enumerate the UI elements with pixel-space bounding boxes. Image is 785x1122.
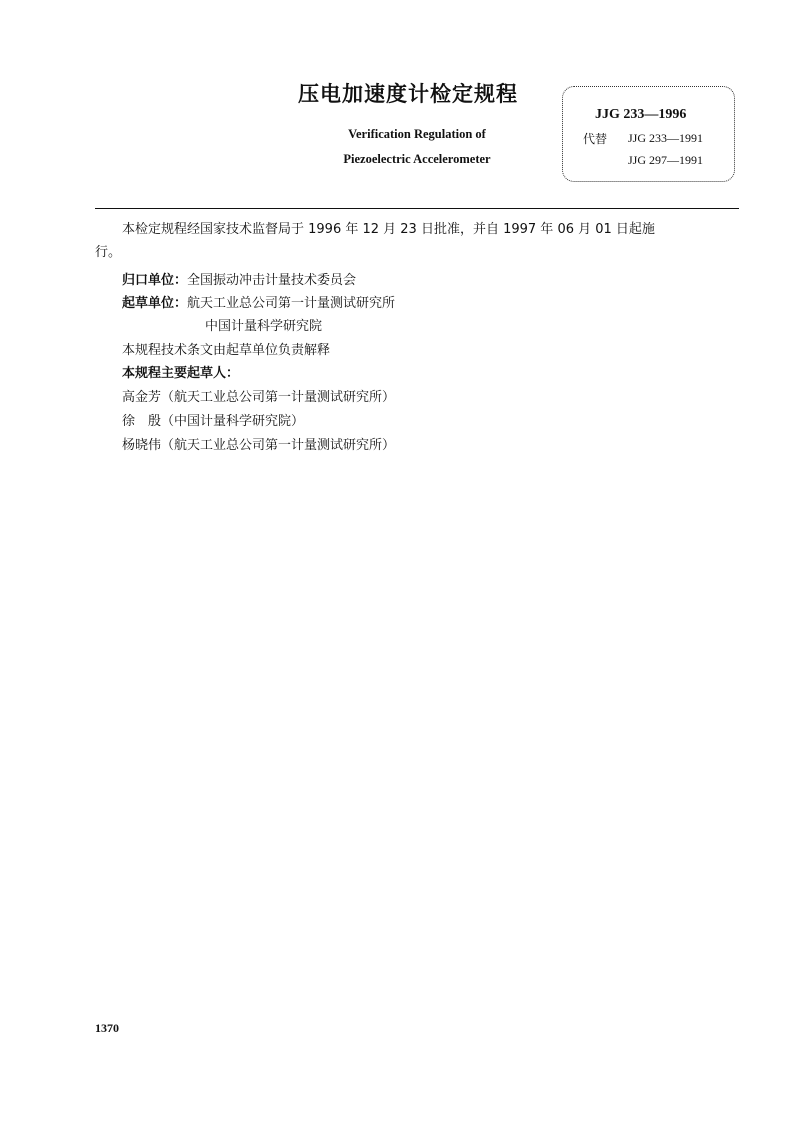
approval-text-line2: 行。 [95,245,122,260]
drafting-unit-row [122,295,395,312]
drafting-unit-value-2: 中国计量科学研究院 [205,319,323,334]
document-title-chinese: 压电加速度计检定规程 [298,82,518,106]
document-title-english-line1: Verification Regulation of [348,127,486,141]
replaced-code: JJG 297—1991 [628,153,704,167]
responsible-unit-row [122,272,356,289]
replaces-label: 代替 [583,132,608,146]
drafter-item: 杨晓伟（航天工业总公司第一计量测试研究所） [122,438,396,453]
drafter-item: 高金芳（航天工业总公司第一计量测试研究所） [122,390,396,405]
interpretation-text: 本规程技术条文由起草单位负责解释 [122,343,331,358]
replaced-code: JJG 233—1991 [628,131,704,145]
drafting-unit-value: 航天工业总公司第一计量测试研究所 [187,296,396,311]
document-title-english-line2: Piezoelectric Accelerometer [343,152,491,166]
drafters-label: 本规程主要起草人： [122,366,240,381]
drafting-unit-label: 起草单位： [122,296,188,311]
header-divider [95,208,739,209]
approval-text-line1: 本检定规程经国家技术监督局于 1996 年 12 月 23 日批准，并自 1997 年 06 月 01 日起施 [122,222,655,237]
responsible-unit-value: 全国振动冲击计量技术委员会 [187,273,357,288]
drafter-item: 徐 殷（中国计量科学研究院） [122,414,305,429]
responsible-unit-label: 归口单位： [122,273,188,288]
page-number: 1370 [95,1021,119,1035]
standard-code: JJG 233—1996 [595,107,687,122]
